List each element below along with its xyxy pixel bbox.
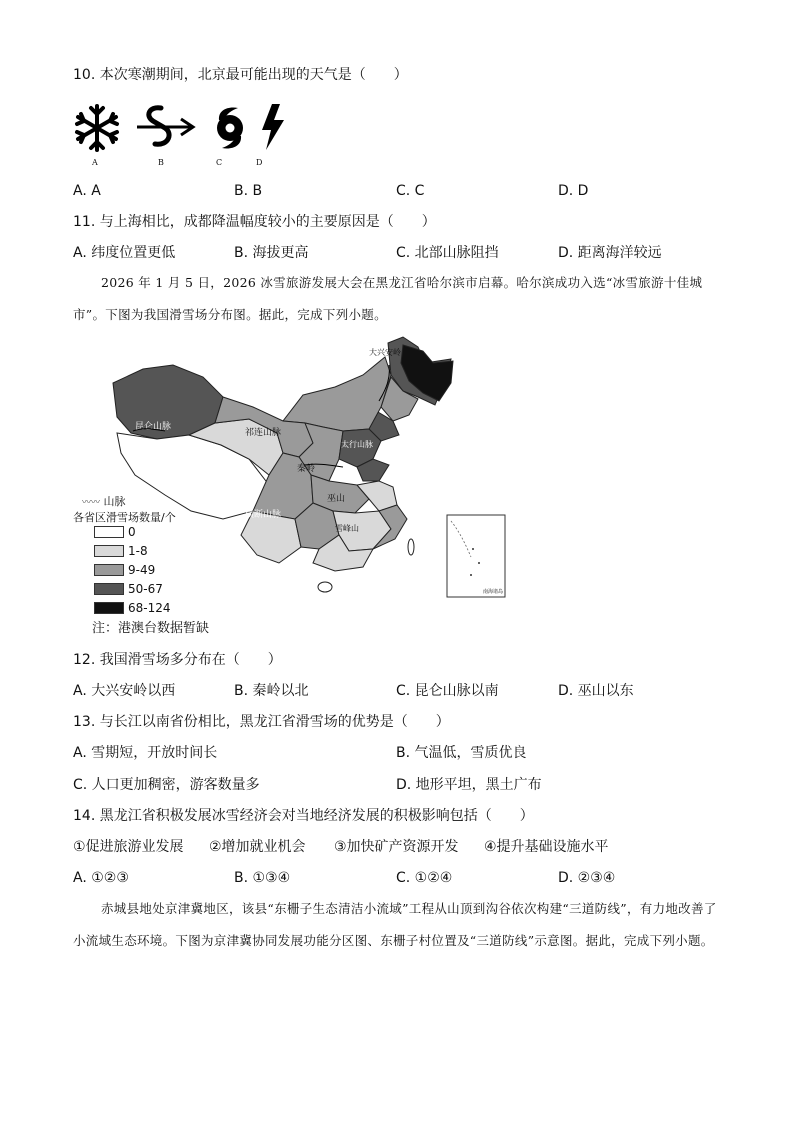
snowflake-icon (72, 102, 122, 158)
legend-label-1: 1-8 (128, 544, 148, 558)
q12-option-d: D. 巫山以东 (558, 683, 634, 699)
q11-option-d: D. 距离海洋较远 (558, 245, 662, 261)
map-label-qilian: 祁连山脉 (245, 428, 282, 438)
legend-title: 各省区滑雪场数量/个 (73, 511, 176, 524)
q14-item-4: ④提升基础设施水平 (484, 839, 609, 855)
lightning-icon (258, 102, 288, 158)
legend-swatch-4 (94, 602, 124, 614)
icon-label-b: B (158, 158, 164, 167)
legend-label-4: 68-124 (128, 601, 171, 615)
q13-option-d: D. 地形平坦，黑土广布 (396, 777, 542, 793)
map-label-xuefeng: 雪峰山 (335, 524, 359, 533)
icon-label-d: D (256, 158, 263, 167)
typhoon-icon (210, 102, 250, 158)
gale-icon (135, 102, 197, 158)
legend-label-3: 50-67 (128, 582, 163, 596)
q13-stem: 13. 与长江以南省份相比，黑龙江省滑雪场的优势是（ ） (73, 714, 450, 730)
map-label-daxinganling: 大兴安岭 (369, 348, 401, 357)
q12-option-c: C. 昆仑山脉以南 (396, 683, 499, 699)
q14-item-1: ①促进旅游业发展 (73, 839, 184, 855)
passage-ski-resorts: 2026 年 1 月 5 日，2026 冰雪旅游发展大会在黑龙江省哈尔滨市启幕。哈尔滨成功入选“冰雪旅游十佳城市”。下图为我国滑雪场分布图。据此，完成下列小题。 (73, 275, 703, 322)
map-inset-label: 南海诸岛 (483, 589, 504, 595)
q14-option-d: D. ②③④ (558, 870, 616, 886)
q10-option-b: B. B (234, 183, 263, 199)
map-note: 注：港澳台数据暂缺 (92, 621, 210, 636)
q10-option-d: D. D (558, 183, 589, 199)
legend-swatch-3 (94, 583, 124, 595)
q14-stem: 14. 黑龙江省积极发展冰雪经济会对当地经济发展的积极影响包括（ ） (73, 808, 534, 824)
icon-label-c: C (216, 158, 223, 167)
q14-option-b: B. ①③④ (234, 870, 291, 886)
legend-mountain-label: 山脉 (103, 495, 126, 508)
map-label-qinling: 秦岭 (297, 464, 316, 474)
map-label-wushan: 巫山 (327, 494, 346, 504)
q14-option-a: A. ①②③ (73, 870, 129, 886)
legend-swatch-2 (94, 564, 124, 576)
map-label-hengduan: 横断山脉 (245, 510, 282, 520)
q12-option-b: B. 秦岭以北 (234, 683, 309, 699)
q11-option-b: B. 海拔更高 (234, 245, 309, 261)
legend-swatch-0 (94, 526, 124, 538)
passage-chicheng: 赤城县地处京津冀地区，该县“东栅子生态清洁小流域”工程从山顶到沟谷依次构建“三道防线”，有力地改善了小流域生态环境。下图为京津冀协同发展功能分区图、东栅子村位置及“三道防线”示意图。据此，完成下列小题。 (73, 901, 717, 948)
legend-swatch-1 (94, 545, 124, 557)
q12-stem: 12. 我国滑雪场多分布在（ ） (73, 652, 282, 668)
q13-option-a: A. 雪期短，开放时间长 (73, 745, 218, 761)
q11-option-a: A. 纬度位置更低 (73, 245, 176, 261)
q11-option-c: C. 北部山脉阻挡 (396, 245, 499, 261)
legend-label-0: 0 (128, 525, 136, 539)
q14-item-2: ②增加就业机会 (209, 839, 306, 855)
map-label-taihang: 太行山脉 (341, 440, 373, 449)
q13-option-b: B. 气温低，雪质优良 (396, 745, 527, 761)
legend-label-2: 9-49 (128, 563, 156, 577)
q13-option-c: C. 人口更加稠密，游客数量多 (73, 777, 260, 793)
q11-stem: 11. 与上海相比，成都降温幅度较小的主要原因是（ ） (73, 214, 436, 230)
legend-mountain: 〰〰 山脉 (82, 495, 126, 508)
q14-item-3: ③加快矿产资源开发 (334, 839, 459, 855)
map-label-kunlun: 昆仑山脉 (135, 422, 172, 432)
q10-stem: 10. 本次寒潮期间，北京最可能出现的天气是（ ） (73, 67, 408, 83)
q10-option-a: A. A (73, 183, 101, 199)
q12-option-a: A. 大兴安岭以西 (73, 683, 176, 699)
q10-option-c: C. C (396, 183, 425, 199)
q14-option-c: C. ①②④ (396, 870, 453, 886)
icon-label-a: A (92, 158, 98, 167)
